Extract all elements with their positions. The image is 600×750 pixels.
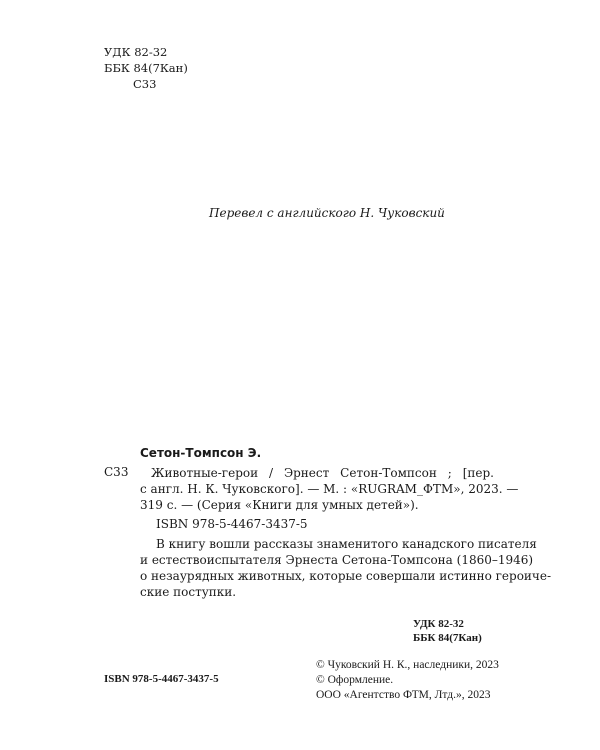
bbk-bottom: ББК 84(7Кан)	[413, 632, 482, 644]
isbn-bottom: ISBN 978-5-4467-3437-5	[104, 673, 219, 685]
title-line-1: Животные-герои / Эрнест Сетон-Томпсон ; [пер.	[151, 466, 494, 480]
annotation-line-3: о незаурядных животных, которые совершали истинно героиче-	[140, 569, 552, 583]
copyright-line-3: ООО «Агентство ФТМ, Лтд.», 2023	[316, 689, 491, 701]
annotation-line-4: ские поступки.	[140, 585, 237, 599]
bbk-top: ББК 84(7Кан)	[104, 61, 188, 75]
annotation-line-1: В книгу вошли рассказы знаменитого канадского писателя	[156, 537, 537, 551]
copyright-line-2: © Оформление.	[316, 674, 394, 686]
author-heading: Сетон-Томпсон Э.	[140, 446, 262, 460]
author-code-record: С33	[104, 465, 129, 479]
title-line-2: с англ. Н. К. Чуковского]. — М. : «RUGRAM_ФТМ», 2023. —	[140, 482, 519, 496]
isbn-record: ISBN 978-5-4467-3437-5	[156, 517, 308, 531]
translator-note: Перевел с английского Н. Чуковский	[209, 206, 445, 220]
annotation-line-2: и естествоиспытателя Эрнеста Сетона-Томпсона (1860–1946)	[140, 553, 534, 567]
copyright-line-1: © Чуковский Н. К., наследники, 2023	[316, 659, 499, 671]
author-code-top: С33	[133, 77, 157, 91]
udk-top: УДК 82-32	[104, 45, 168, 59]
title-line-3: 319 с. — (Серия «Книги для умных детей»).	[140, 498, 419, 512]
udk-bottom: УДК 82-32	[413, 618, 464, 630]
